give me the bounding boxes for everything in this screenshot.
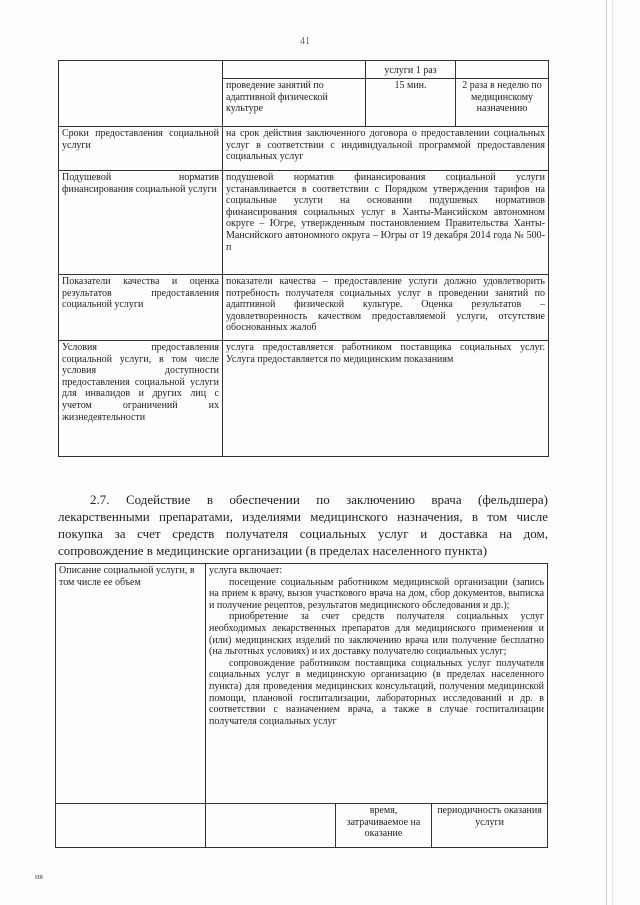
page-number: 41	[300, 36, 310, 47]
table-cell-empty	[456, 61, 549, 79]
row-label: Подушевой норматив финансирования социальной услуги	[59, 171, 223, 275]
row-label: Описание социальной услуги, в том числе ее объем	[56, 564, 206, 804]
table-cell-empty	[56, 804, 206, 848]
row-content: на срок действия заключенного договора о предоставлении социальных услуг в соответствии с индивидуальной программой предоставления социальных услуг	[223, 127, 549, 171]
frequency-header: периодичность оказания услуги	[432, 804, 548, 848]
row-label: Условия предоставления социальной услуги, в том числе условия доступности предоставления социальной услуги для инвалидов и других лиц с учетом ограничений их жизнедеятельности	[59, 341, 223, 457]
frequency-cell: 2 раза в неделю по медицинскому назначению	[456, 79, 549, 127]
scan-edge-line	[612, 0, 613, 905]
row-content: услуга предоставляется работником поставщика социальных услуг. Услуга предоставляется по медицинским показаниям	[223, 341, 549, 457]
time-header: время, затрачиваемое на оказание	[336, 804, 432, 848]
row-label: Сроки предоставления социальной услуги	[59, 127, 223, 171]
scan-edge-line	[606, 0, 607, 905]
service-time-tail: услуги 1 раз	[366, 61, 456, 79]
service-table-continued	[58, 60, 549, 457]
list-item: сопровождение работником поставщика социальных услуг получателя социальных услуг в медицинскую организацию (в пределах населенного пункта) для проведения медицинских консультаций, получения медицинской помощи, плановой госпитализации, лабораторных исследований и др. в соответствии с назначением врача, а также в случае госпитализации получателя социальных услуг	[209, 657, 545, 727]
description-content	[206, 564, 548, 804]
row-content: подушевой норматив финансирования социальной услуги устанавливается в соответствии с Порядком утверждения тарифов на социальные услуги на основании подушевых нормативов финансирования социальных услуг в Ханты-Мансийском автономном округе – Югре, утвержденным постановлением Правительства Ханты-Мансийского автономного округа – Югры от 19 декабря 2014 года № 500-п	[223, 171, 549, 275]
row-content: показатели качества – предоставление услуги должно удовлетворить потребность получателя социальных услуг в проведении занятий по адаптивной физической культуре. Оценка результатов – удовлетворенность качеством предоставляемой услуги, отсутствие обоснованных жалоб	[223, 275, 549, 341]
table-cell-empty	[206, 804, 336, 848]
list-item: приобретение за счет средств получателя социальных услуг необходимых лекарственных препаратов для медицинского применения и (или) медицинских изделий по заключению врача или получение бесплатно (на льготных условиях) и их доставку получателю социальных услуг;	[209, 611, 545, 658]
list-item: посещение социальным работником медицинской организации (запись на прием к врачу, вызов участкового врача на дом, сбор документов, выписка и получение рецептов, результатов медицинского обследования и др.);	[209, 576, 545, 611]
section-heading: 2.7. Содействие в обеспечении по заключению врача (фельдшера) лекарственными препаратами, изделиями медицинского назначения, в том числе покупка за счет средств получателя социальных услуг и доставка на дом, сопровождение в медицинские организации (в пределах населенного пункта)	[58, 492, 548, 558]
activity-cell: проведение занятий по адаптивной физической культуре	[223, 79, 366, 127]
description-intro: услуга включает:	[209, 565, 283, 576]
duration-cell: 15 мин.	[366, 79, 456, 127]
table-cell-empty	[59, 61, 223, 127]
row-label: Показатели качества и оценка результатов предоставления социальной услуги	[59, 275, 223, 341]
table-cell-empty	[223, 61, 366, 79]
service-description-table	[55, 563, 548, 848]
footer-mark: ия	[35, 872, 43, 881]
